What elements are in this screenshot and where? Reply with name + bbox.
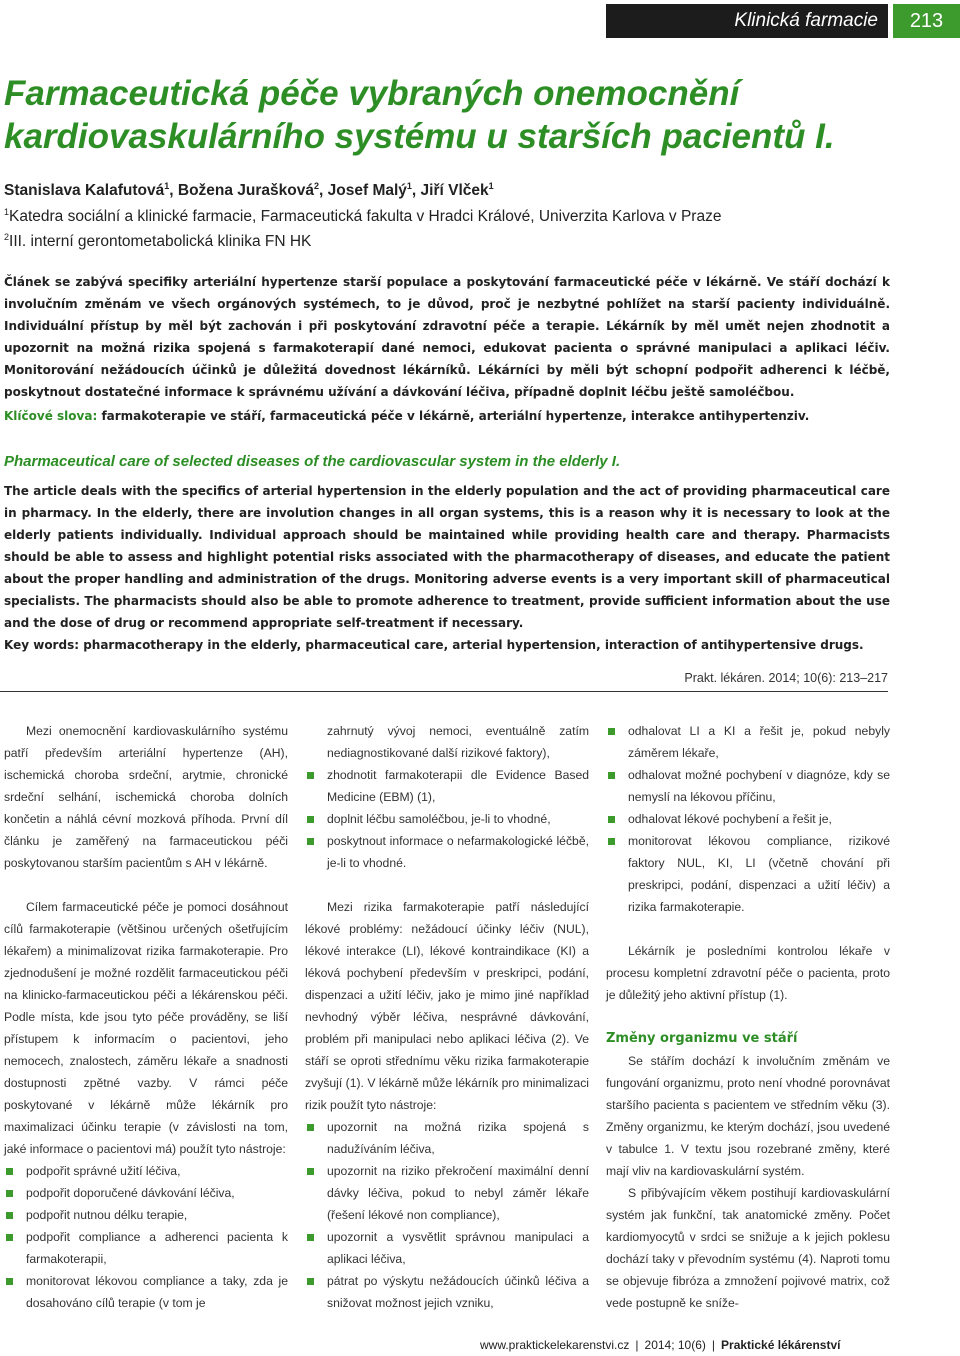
paragraph: Cílem farmaceutické péče je pomoci dosáhnout cílů farmakoterapie (většinou určených ošetřujícím lékařem) a minimalizovat rizika farmakoterapie. Pro zjednodušení je možné rozdělit farmaceutickou péči na klinicko-farmaceutickou péči a lékárenskou péči. Podle místa, kde jsou tyto péče prováděny, se liší přístupem k informacím o pacientovi, jeho nemocech, znalostech, záměru lékaře a snadnosti dostupnosti zpětné vazby. V rámci péče poskytované v lékárně může lékárník pro maximalizaci účinku terapie (v závislosti na tom, jaké informace o pacientovi má) použít tyto nástroje: [4,900,288,1156]
article-title-line2: kardiovaskulárního systému u starších pacientů I. [4,117,835,156]
paragraph: Se stářím dochází k involučním změnám ve fungování organizmu, proto není vhodné porovnávat staršího pacienta s pacientem ve středním věku (3). Změny organizmu, ke kterým dochází, jsou uvedené v tabulce 1. V textu jsou rozebrané změny, které mají vliv na kardiovaskulární systém. [606,1054,890,1178]
bullet-list [606,720,890,918]
list-item: doplnit léčbu samoléčbou, je-li to vhodné, [305,808,589,830]
keywords-english [4,638,864,652]
affiliation-1 [4,207,721,226]
affiliation-text: Katedra sociální a klinické farmacie, Farmaceutická fakulta v Hradci Králové, Univerzita Karlova v Praze [9,208,722,226]
section-heading: Změny organizmu ve stáří [606,1031,798,1046]
bullet-list [4,1160,288,1314]
footer-issue: 2014; 10(6) [644,1338,706,1352]
article-title [4,72,944,158]
journal-section-label: Klinická farmacie [734,10,878,31]
keywords-text: farmakoterapie ve stáří, farmaceutická péče v lékárně, arteriální hypertenze, interakce antihypertenziv. [101,409,810,423]
list-item: upozornit na riziko překročení maximální denní dávky léčiva, pokud to nebyl záměr lékaře (řešení lékové non compliance), [305,1160,589,1226]
paragraph: zahrnutý vývoj nemoci, eventuálně zatím nediagnostikované další rizikové faktory), [327,724,589,760]
keywords-label: Key words: [4,638,80,652]
list-item: odhalovat LI a KI a řešit je, pokud nebyly záměrem lékaře, [606,720,890,764]
divider [0,691,888,692]
list-item: podpořit doporučené dávkování léčiva, [4,1182,288,1204]
author-affiliation-marker: 1 [488,181,494,191]
paragraph: Lékárník je posledními kontrolou lékaře v procesu kompletní zdravotní péče o pacienta, proto je důležitý jeho aktivní přístup (1). [606,944,890,1002]
footer-journal: Praktické lékárenství [721,1338,841,1352]
keywords-label: Klíčové slovа: [4,409,98,423]
list-item: podpořit správné užití léčiva, [4,1160,288,1182]
list-item: monitorovat lékovou compliance, rizikové faktory NUL, KI, LI (včetně chování při preskripci, podání, dispenzaci a užití léčiv) a rizika farmakoterapie. [606,830,890,918]
author-affiliation-marker: 1 [406,181,412,191]
author-affiliation-marker: 1 [164,181,170,191]
citation: Prakt. lékáren. 2014; 10(6): 213–217 [684,671,888,685]
list-item: poskytnout informace o nefarmakologické léčbě, je-li to vhodné. [305,830,589,874]
list-item: monitorovat lékovou compliance a taky, zda je dosahováno cílů terapie (v tom je [4,1270,288,1314]
list-item: upozornit a vysvětlit správnou manipulaci a aplikaci léčiva, [305,1226,589,1270]
list-item: pátrat po výskytu nežádoucích účinků léčiva a snižovat možnost jejich vzniku, [305,1270,589,1314]
author-name: Josef Malý [327,182,407,200]
list-item: odhalovat možné pochybení v diagnóze, kdy se nemyslí na lékovou příčinu, [606,764,890,808]
page-footer: www.praktickelekarenstvi.cz | 2014; 10(6) | Praktické lékárenství [480,1338,841,1352]
footer-website: www.praktickelekarenstvi.cz [480,1338,630,1352]
bullet-list [305,1116,589,1314]
author-name: Jiří Vlček [420,182,489,200]
author-list: Stanislava Kalafutová$^1$, Božena Jurašková$^2$, Josef Malý$^1$, Jiří Vlček$^1$ [4,181,494,200]
body-column-3 [606,720,890,1314]
article-title-line1: Farmaceutická péče vybraných onemocnění [4,74,740,113]
english-title: Pharmaceutical care of selected diseases of the cardiovascular system in the elderly I. [4,453,621,470]
list-item: odhalovat lékové pochybení a řešit je, [606,808,890,830]
abstract-czech: Článek se zabývá specifiky arteriální hypertenze starší populace a poskytování farmaceutické péče v lékárně. Ve stáří dochází k involučním změnám ve všech orgánových systémech, to je důvod, proč je nezbytné pohlížet na starší pacienty individuálně. Individuální přístup by měl být zachován i při poskytování zdravotní péče a terapie. Lékárník by měl umět nejen zhodnotit a upozornit na možná rizika spojená s farmakoterapií dané nemoci, edukovat pacienta o správné manipulaci a aplikaci léčiv. Monitorování nežádoucích účinků je důležitá dovednost lékárníků. Lékárníci by měli být schopní podpořit adherenci k léčbě, poskytnout dostatečné informace k správnému užívání a dávkování léčiva, případně doplnit léčbu ještě samoléčbou. [4,275,890,399]
affiliation-2 [4,232,311,251]
author-name: Stanislava Kalafutová [4,182,165,200]
affiliation-marker: 2 [4,232,10,242]
body-column-2 [305,720,589,1314]
author-affiliation-marker: 2 [314,181,320,191]
body-column-1 [4,720,288,1314]
paragraph: Mezi onemocnění kardiovaskulárního systému patří především arteriální hypertenze (AH), ischemická choroba srdeční, arytmie, chronické srdeční selhání, ischemická choroba dolních končetin a náhlá cévní mozková příhoda. První díl článku je zaměřený na farmaceutickou péči poskytovanou starším pacientům s AH v lékárně. [4,724,288,870]
list-item: podpořit nutnou délku terapie, [4,1204,288,1226]
list-item: podpořit compliance a adherenci pacienta k farmakoterapii, [4,1226,288,1270]
list-item: upozornit na možná rizika spojená s nadužíváním léčiva, [305,1116,589,1160]
paragraph: S přibývajícím věkem postihují kardiovaskulární systém jak funkční, tak anatomické změny. Počet kardiomyocytů v srdci se snižuje a k jejich poklesu dochází taky v převodním systému (4). Naproti tomu se objevuje fibróza a zmnožení pojivové matrix, což vede postupně ke sníže- [606,1186,890,1310]
page-number: 213 [909,9,944,32]
keywords-czech [4,409,809,423]
abstract-english: The article deals with the specifics of arterial hypertension in the elderly population and the act of providing pharmaceutical care in pharmacy. In the elderly, there are involution changes in all organ systems, this is a reason why it is necessary to look at the elderly patients individually. Individual approach should be maintained while providing health care and therapy. Pharmacists should be able to assess and highlight potential risks associated with the pharmacotherapy of diseases, and educate the patient about the proper handling and administration of the drugs. Monitoring adverse events is a very important skill of pharmaceutical specialists. The pharmacists should also be able to promote adherence to treatment, provide sufficient information about the use and the dose of drug or recommend appropriate self-treatment if necessary. [4,484,890,630]
list-item: zhodnotit farmakoterapii dle Evidence Based Medicine (EBM) (1), [305,764,589,808]
page-number-badge [893,4,960,38]
author-name: Božena Jurašková [177,182,314,200]
keywords-text: pharmacotherapy in the elderly, pharmaceutical care, arterial hypertension, interaction of antihypertensive drugs. [83,638,864,652]
paragraph: Mezi rizika farmakoterapie patří následující lékové problémy: nežádoucí účinky léčiv (NUL), lékové interakce (LI), lékové kontraindikace (KI) a léková pochybení především v preskripci, podání, dispenzaci a užití léčiv, jako je mimo jiné například nevhodný výběr léčiva, nesprávné dávkování, problém při manipulaci nebo aplikaci léčiva (2). Ve stáří se oproti střednímu věku rizika farmakoterapie zvyšují (1). V lékárně může lékárník pro minimalizaci rizik použít tyto nástroje: [305,900,589,1112]
affiliation-text: III. interní gerontometabolická klinika FN HK [9,233,312,251]
affiliation-marker: 1 [4,207,10,217]
bullet-list [305,764,589,874]
journal-section-banner [606,4,888,38]
